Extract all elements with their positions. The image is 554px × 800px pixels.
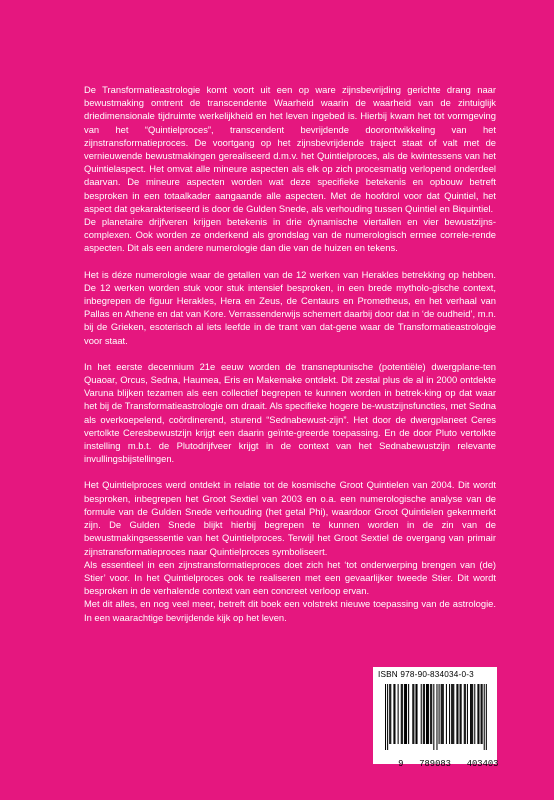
barcode-bar	[452, 684, 453, 744]
isbn-label: ISBN 978-90-834034-0-3	[378, 670, 474, 679]
barcode-digits	[377, 749, 498, 779]
barcode-bar	[456, 684, 457, 744]
barcode-bar	[470, 684, 471, 744]
barcode-bar	[430, 684, 431, 744]
paragraph-quintielproces: Het Quintielproces werd ontdekt in relatie tot de kosmische Groot Quintielen van 2004. Dit wordt besproken, inbegrepen het Groot Sextiel van 2003 en o.a. een numerologische analyse van de formule van de Gulden Snede verhouding (het getal Phi), waardoor Groot Quintielen gekenmerkt zijn. De Gulden Snede blijkt hierbij begrepen te kunnen worden in de zin van de bewustmakingsessentie van het Quintielproces. Terwijl het Groot Sextiel de overgang van primair zijnstransformatieproces naar Quintielproces symboliseert.	[84, 479, 496, 557]
barcode-bar	[408, 684, 409, 744]
barcode-bar	[481, 684, 482, 744]
barcode-bar	[461, 684, 462, 744]
barcode-bar	[421, 684, 422, 744]
barcode-bar	[477, 684, 478, 744]
barcode-bar	[406, 684, 407, 744]
paragraph-herakles: Het is déze numerologie waar de getallen van de 12 werken van Herakles betrekking op hebben. De 12 werken worden stuk voor stuk intensief besproken, in een brede mytholo-gische context, inbegrepen de figuur Herakles, Hera en Zeus, de Centaurs en Prometheus, en het verhaal van Pallas en Athene en dat van Kore. Verrassenderwijs schemert daarbij door dat in ‘de oudheid’, m.n. bij de Grieken, esoterisch al iets leefde in de trant van dat-gene waar de Transformatieastrologie voor staat.	[84, 268, 496, 346]
barcode-bar	[401, 684, 402, 744]
barcode-bar	[441, 684, 442, 744]
barcode-bar	[405, 684, 406, 744]
barcode-bar	[467, 684, 468, 744]
barcode-bar	[471, 684, 472, 744]
barcode-bar	[423, 684, 424, 744]
barcode-bar	[427, 684, 428, 744]
barcode-bar	[478, 684, 479, 744]
barcode-bar	[387, 684, 388, 750]
barcode-bar	[385, 684, 386, 750]
barcode-bar	[465, 684, 466, 744]
barcode-bar	[431, 684, 432, 744]
isbn-barcode-box	[373, 667, 499, 769]
barcode-bar	[439, 684, 440, 744]
barcode-bar	[443, 684, 444, 744]
paragraph-conclusion: Met dit alles, en nog veel meer, betreft dit boek een volstrekt nieuwe toepassing van de astrologie. In een waarachtige bevrijdende kijk op het leven.	[84, 598, 496, 623]
barcode-bar	[472, 684, 473, 744]
barcode-bar	[451, 684, 452, 744]
paragraph-drijfveren: De planetaire drijfveren krijgen betekenis in drie dynamische viertallen en vier bewustzijns-complexen. Ook worden ze onderkend als grondslag van de numerologisch ermee correle-rende aspecten. Dit als een andere numerologie dan die van de huizen en tekens.	[84, 216, 496, 254]
barcode-bar	[464, 684, 465, 744]
barcode-bar	[486, 684, 487, 750]
barcode-bar	[426, 684, 427, 744]
barcode-bar	[412, 684, 413, 744]
barcode-bar	[389, 684, 390, 744]
barcode-bar	[404, 684, 405, 744]
barcode-bar	[436, 684, 437, 750]
barcode-bar	[453, 684, 454, 744]
paragraph-stier: Als essentieel in een zijnstransformatieproces doet zich het ‘tot onderwerping brengen van (de) Stier’ voor. In het Quintielproces ook te realiseren met een gevaarlijker tweede Stier. Dit wordt besproken in de verhalende context van een concreet verloop ervan.	[84, 558, 496, 597]
barcode-bar	[457, 684, 458, 744]
barcode-bar	[417, 684, 418, 744]
back-cover-text	[84, 83, 496, 624]
barcode-bar	[390, 684, 391, 744]
barcode-bar	[424, 684, 425, 744]
barcode-bar	[449, 684, 450, 744]
barcode-bar	[484, 684, 485, 750]
barcode-bar	[428, 684, 429, 744]
barcode-digits-text: 9 789083 403403	[398, 759, 499, 769]
paragraph-dwergplaneten: In het eerste decennium 21e eeuw worden de transneptunische (potentiële) dwergplane-ten Quaoar, Orcus, Sedna, Haumea, Eris en Makemake ontdekt. Dit zestal plus de al in 2000 ontdekte Varuna blijken tezamen als een collectief begrepen te kunnen worden in betrek-king op dat waar het bij de Transformatieastrologie om draait. Als specifieke hogere be-wustzijnsfuncties, met Sedna als overkoepelend, coördinerend, sturend “Sednabewust-zijn”. Het door de dwergplaneet Ceres vertolkte Ceresbewustzijn krijgt een daarin geïnte-greerde toepassing. En de door Pluto vertolkte instelling m.b.t. de Plutodrijfveer krijgt in de context van het Sednabewustzijn relevante invullingsbijstellingen.	[84, 360, 496, 465]
barcode-bar	[413, 684, 414, 744]
barcode-bar	[398, 684, 399, 744]
barcode-bar	[402, 684, 403, 744]
barcode-bar	[460, 684, 461, 744]
barcode-bar	[393, 684, 394, 744]
barcode-bar	[474, 684, 475, 744]
barcode-bar	[394, 684, 395, 744]
barcode-bar	[482, 684, 483, 744]
barcode-bar	[442, 684, 443, 744]
barcode-bar	[433, 684, 434, 750]
paragraph-intro: De Transformatieastrologie komt voort uit een op ware zijnsbevrijding gerichte drang naar bewustmaking omtrent de transcendente Waarheid waarin de waarheid van de zintuiglijk driedimensionale tijdruimte werkelijkheid en het leven ingebed is. Hierbij kwam het tot vormgeving van het “Quintielproces”, transcendent bevrijdende doorontwikkeling van het zijnstransformatieproces. De voortgang op het zijnsbevrijdende traject staat of valt met de vernieuwende bewustmakingen gerealiseerd d.m.v. het Quintielproces, als de kwintessens van het Quintielaspect. Het omvat alle mineure aspecten als elk op zich procesmatig verlopend onderdeel daarvan. De mineure aspecten worden wat deze specifieke betekenis en opbouw betreft besproken in een totaalkader aangaande alle aspecten. Met de hoofdrol voor dat Quintiel, het aspect dat gekarakteriseerd is door de Gulden Snede, als verhouding tussen Quintiel en Biquintiel.	[84, 84, 496, 214]
barcode-bar	[415, 684, 416, 744]
barcode-bar	[446, 684, 447, 744]
barcode-icon	[373, 682, 497, 750]
